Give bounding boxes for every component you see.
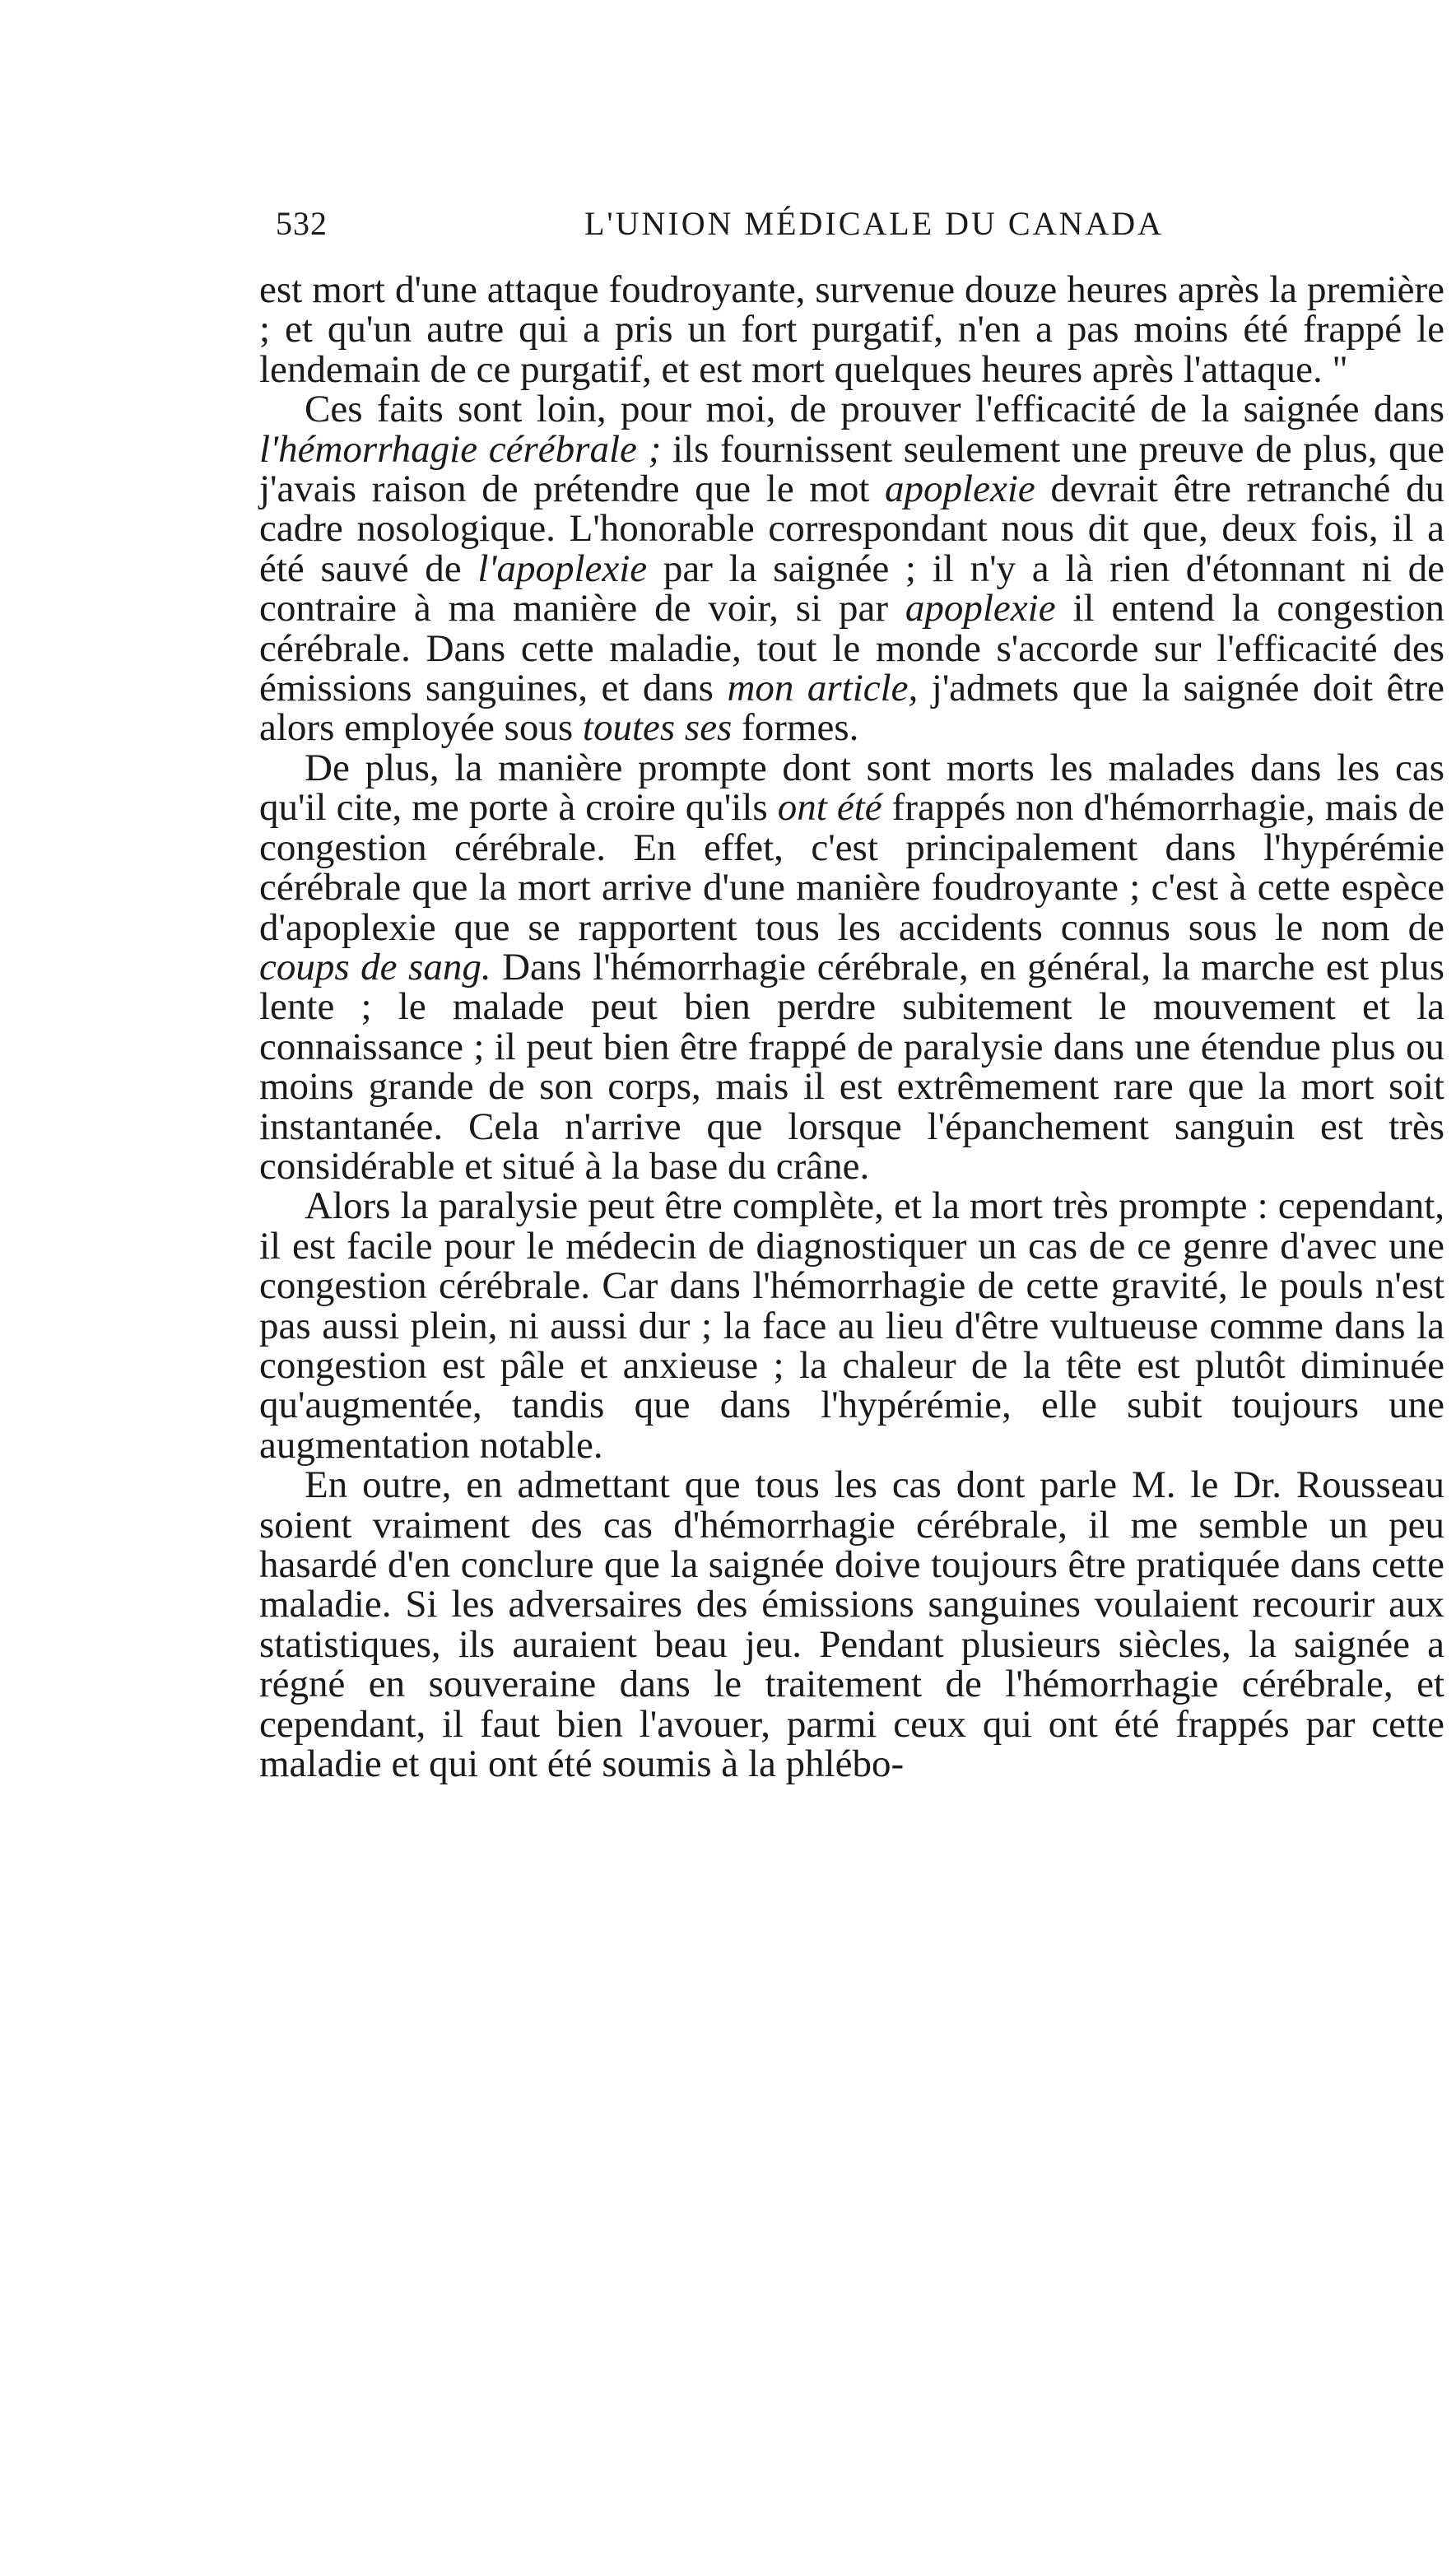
book-page (259, 189, 1444, 1784)
paragraph (259, 1465, 1444, 1784)
text-run: Dans l'hémorrhagie cérébrale, en général, la marche est plus lente ; le malade peut bien perdre subitement le mouvement et la connaissance ; il peut bien être frappé de paralysie dans une étendue plus ou moins grande de son corps, mais il est extrêmement rare que la mort soit instantanée. Cela n'arrive que lorsque l'épanchement sanguin est très considérable et situé à la base du crâne. (259, 945, 1444, 1188)
text-run: formes. (732, 706, 859, 750)
paragraph (259, 389, 1444, 748)
text-run: ils fournissent seulement une preuve de plus, que j'avais raison de prétendre que le mot (259, 427, 1444, 511)
italic-text: coups de sang. (259, 945, 491, 989)
body-text (259, 270, 1444, 1784)
paragraph (259, 270, 1444, 389)
italic-text: apoplexie (885, 468, 1035, 511)
paragraph (259, 1186, 1444, 1465)
text-run: est mort d'une attaque foudroyante, survenue douze heures après la première ; et qu'un autre qui a pris un fort purgatif, n'en a pas moins été frappé le lendemain de ce purgatif, et est mort quelques heures après l'attaque. " (259, 268, 1444, 391)
italic-text: l'apoplexie (477, 547, 648, 590)
paragraph (259, 748, 1444, 1186)
text-run: devrait être retranché du cadre nosologique. L'honorable correspondant nous dit que, deux fois, il a été sauvé de (259, 468, 1444, 590)
text-run: Ces faits sont loin, pour moi, de prouver l'efficacité de la saignée dans (305, 388, 1444, 431)
text-run: j'admets que la saignée doit être alors employée sous (259, 667, 1444, 750)
text-run: De plus, la manière prompte dont sont morts les malades dans les cas qu'il cite, me porte à croire qu'ils (259, 746, 1444, 830)
running-head (259, 189, 1444, 242)
italic-text: toutes ses (582, 706, 733, 750)
page-number: 532 (276, 205, 328, 242)
text-run: il entend la congestion cérébrale. Dans cette maladie, tout le monde s'accorde sur l'efficacité des émissions sanguines, et dans (259, 587, 1444, 710)
text-run: Alors la paralysie peut être complète, et la mort très prompte : cependant, il est facile pour le médecin de diagnostiquer un cas de ce genre d'avec une congestion cérébrale. Car dans l'hémorrhagie de cette gravité, le pouls n'est pas aussi plein, ni aussi dur ; la face au lieu d'être vultueuse comme dans la congestion est pâle et anxieuse ; la chaleur de la tête est plutôt diminuée qu'augmentée, tandis que dans l'hypérémie, elle subit toujours une augmentation notable. (259, 1184, 1444, 1467)
italic-text: ont été (777, 786, 882, 830)
italic-text: l'hémorrhagie cérébrale ; (259, 427, 662, 471)
italic-text: apoplexie (905, 587, 1056, 630)
text-run: par la saignée ; il n'y a là rien d'étonnant ni de contraire à ma manière de voir, si par (259, 547, 1444, 630)
text-run: frappés non d'hémorrhagie, mais de congestion cérébrale. En effet, c'est principalement dans l'hypérémie cérébrale que la mort arrive d'une manière foudroyante ; c'est à cette espèce d'apoplexie que se rapportent tous les accidents connus sous le nom de (259, 786, 1444, 949)
italic-text: mon article, (727, 667, 919, 710)
text-run: En outre, en admettant que tous les cas dont parle M. le Dr. Rousseau soient vraiment des cas d'hémorrhagie cérébrale, il me semble un peu hasardé d'en conclure que la saignée doive toujours être pratiquée dans cette maladie. Si les adversaires des émissions sanguines voulaient recourir aux statistiques, ils auraient beau jeu. Pendant plusieurs siècles, la saignée a régné en souveraine dans le traitement de l'hémorrhagie cérébrale, et cependant, il faut bien l'avouer, parmi ceux qui ont été frappés par cette maladie et qui ont été soumis à la phlébo- (259, 1463, 1444, 1786)
journal-title: L'UNION MÉDICALE DU CANADA (584, 205, 1165, 242)
